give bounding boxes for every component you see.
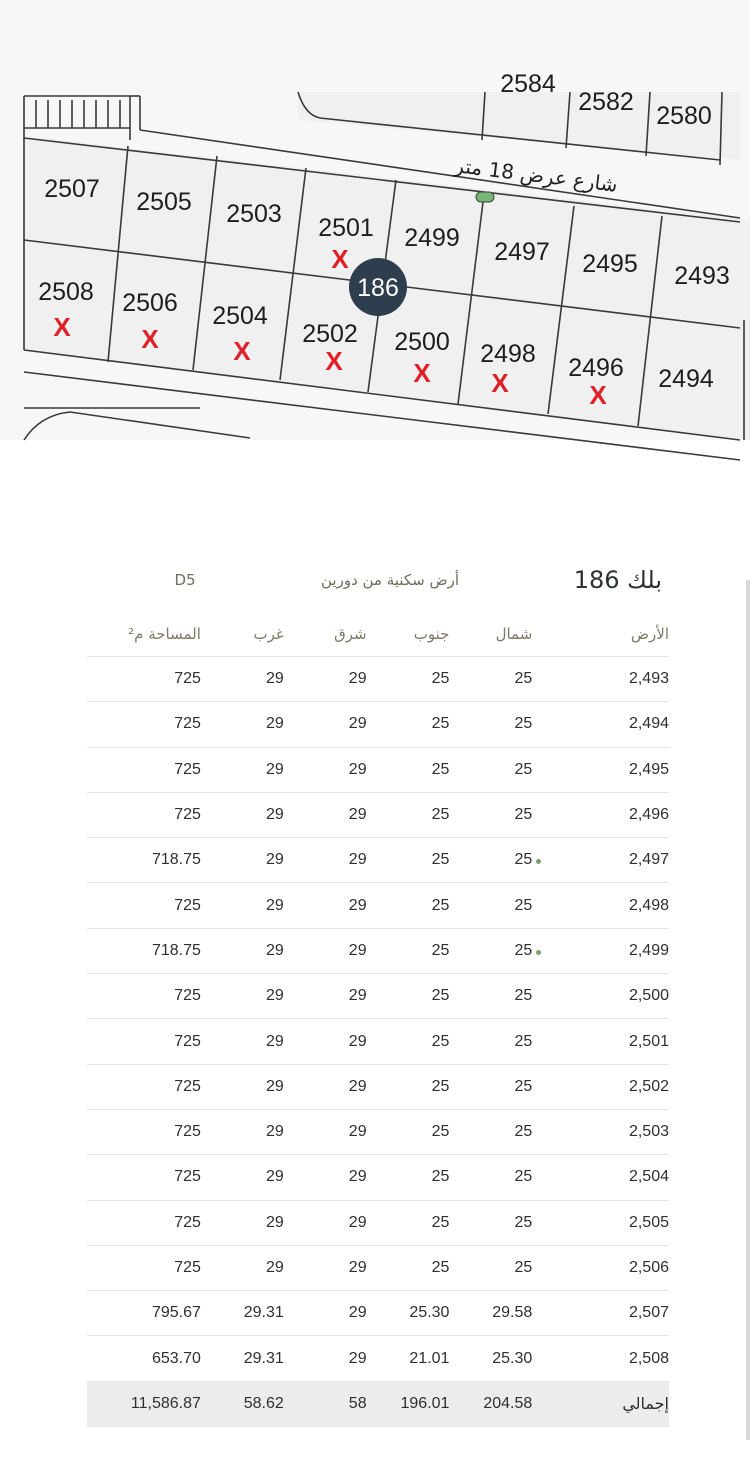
lot-label: 2507 (44, 175, 100, 203)
x-mark-icon: X (413, 358, 431, 388)
table-row (87, 747, 669, 792)
south-header: جنوب (367, 612, 450, 657)
area-cell: 725 (87, 1064, 201, 1109)
west-cell: 29 (201, 928, 284, 973)
x-mark-icon: X (589, 380, 607, 410)
north-cell: 25 (449, 1245, 532, 1290)
table-row (87, 838, 669, 883)
east-cell: 29 (284, 702, 367, 747)
table-row (87, 657, 669, 702)
table-header-row (87, 612, 669, 657)
marker-cell (532, 1064, 581, 1109)
table-row (87, 1200, 669, 1245)
area-cell: 725 (87, 974, 201, 1019)
lot-label: 2501 (318, 214, 374, 242)
east-cell: 29 (284, 974, 367, 1019)
lot-label: 2582 (578, 88, 634, 116)
table-row (87, 1245, 669, 1290)
lot-label: 2502 (302, 320, 358, 348)
lot-cell: 2,493 (581, 657, 669, 702)
lots-table-body (87, 657, 669, 1427)
table-row (87, 928, 669, 973)
south-cell: 25 (367, 1155, 450, 1200)
north-cell: 25.30 (449, 1336, 532, 1381)
lot-cell: 2,503 (581, 1109, 669, 1154)
south-cell: 21.01 (367, 1336, 450, 1381)
x-mark-icon: X (491, 368, 509, 398)
east-cell: 29 (284, 928, 367, 973)
marker-cell (532, 1291, 581, 1336)
east-cell: 29 (284, 1200, 367, 1245)
south-cell: 25 (367, 1200, 450, 1245)
marker-cell (532, 1200, 581, 1245)
area-cell: 725 (87, 702, 201, 747)
west-cell: 29 (201, 1019, 284, 1064)
west-cell: 29 (201, 1109, 284, 1154)
lot-cell: إجمالي (581, 1381, 669, 1426)
lot-label: 2494 (658, 365, 714, 393)
east-cell: 29 (284, 792, 367, 837)
lot-cell: 2,498 (581, 883, 669, 928)
north-cell: 25 (449, 747, 532, 792)
marker-cell (532, 1109, 581, 1154)
plot-map (0, 0, 750, 520)
lots-table (87, 612, 669, 1427)
south-cell: 25 (367, 883, 450, 928)
north-cell: 25 (449, 792, 532, 837)
x-mark-icon: X (141, 324, 159, 354)
lot-label: 2503 (226, 200, 282, 228)
area-cell: 725 (87, 747, 201, 792)
south-cell: 25.30 (367, 1291, 450, 1336)
lot-label: 2580 (656, 102, 712, 130)
lot-label: 2497 (494, 238, 550, 266)
table-row (87, 883, 669, 928)
south-cell: 25 (367, 974, 450, 1019)
south-cell: 25 (367, 1109, 450, 1154)
lot-header: الأرض (581, 612, 669, 657)
west-cell: 29 (201, 974, 284, 1019)
marker-cell (532, 1019, 581, 1064)
west-cell: 29 (201, 1064, 284, 1109)
lot-label: 2505 (136, 188, 192, 216)
north-cell: 29.58 (449, 1291, 532, 1336)
area-cell: 725 (87, 657, 201, 702)
area-cell: 725 (87, 1155, 201, 1200)
area-cell: 718.75 (87, 928, 201, 973)
area-cell: 725 (87, 1200, 201, 1245)
west-cell: 29.31 (201, 1336, 284, 1381)
north-cell: 25 (449, 928, 532, 973)
lot-cell: 2,500 (581, 974, 669, 1019)
north-cell: 25 (449, 1109, 532, 1154)
table-row (87, 702, 669, 747)
east-cell: 29 (284, 1291, 367, 1336)
plot-map-drawing (0, 0, 750, 520)
table-row (87, 1109, 669, 1154)
marker-cell (532, 1336, 581, 1381)
table-row (87, 792, 669, 837)
x-mark-icon: X (53, 312, 71, 342)
lot-cell: 2,507 (581, 1291, 669, 1336)
south-cell: 25 (367, 1245, 450, 1290)
east-cell: 29 (284, 1245, 367, 1290)
area-cell: 11,586.87 (87, 1381, 201, 1426)
west-cell: 29 (201, 883, 284, 928)
street-label: شارع عرض 18 متر (453, 153, 619, 197)
lot-cell: 2,495 (581, 747, 669, 792)
marker-cell (532, 1245, 581, 1290)
east-cell: 29 (284, 747, 367, 792)
table-row (87, 1064, 669, 1109)
east-cell: 29 (284, 1336, 367, 1381)
west-header: غرب (201, 612, 284, 657)
block-number-label: 186 (357, 274, 399, 302)
marker-cell (532, 702, 581, 747)
page-edge (746, 580, 750, 1440)
marker-cell (532, 838, 581, 883)
x-mark-icon: X (331, 244, 349, 274)
marker-cell (532, 928, 581, 973)
marker-cell (532, 883, 581, 928)
south-cell: 25 (367, 1064, 450, 1109)
x-mark-icon: X (325, 346, 343, 376)
lot-label: 2495 (582, 250, 638, 278)
north-cell: 25 (449, 1064, 532, 1109)
table-row (87, 974, 669, 1019)
dot-marker-icon (536, 859, 541, 864)
table-row (87, 1291, 669, 1336)
lot-label: 2504 (212, 302, 268, 330)
block-title: بلك 186 (573, 566, 662, 594)
east-cell: 29 (284, 838, 367, 883)
total-row (87, 1381, 669, 1426)
lot-cell: 2,505 (581, 1200, 669, 1245)
lot-cell: 2,506 (581, 1245, 669, 1290)
south-cell: 25 (367, 838, 450, 883)
north-cell: 25 (449, 702, 532, 747)
lot-cell: 2,497 (581, 838, 669, 883)
south-cell: 25 (367, 747, 450, 792)
north-cell: 25 (449, 1200, 532, 1245)
south-cell: 25 (367, 702, 450, 747)
area-cell: 725 (87, 1245, 201, 1290)
west-cell: 58.62 (201, 1381, 284, 1426)
table-row (87, 1155, 669, 1200)
table-row (87, 1019, 669, 1064)
north-header: شمال (449, 612, 532, 657)
area-cell: 725 (87, 1109, 201, 1154)
table-row (87, 1336, 669, 1381)
south-cell: 25 (367, 928, 450, 973)
area-cell: 718.75 (87, 838, 201, 883)
area-cell: 725 (87, 792, 201, 837)
north-cell: 25 (449, 883, 532, 928)
west-cell: 29 (201, 747, 284, 792)
west-cell: 29.31 (201, 1291, 284, 1336)
land-type-label: أرض سكنية من دورين (320, 571, 459, 589)
west-cell: 29 (201, 1200, 284, 1245)
area-cell: 725 (87, 883, 201, 928)
area-cell: 795.67 (87, 1291, 201, 1336)
marker-cell (532, 974, 581, 1019)
lot-cell: 2,502 (581, 1064, 669, 1109)
lot-label: 2584 (500, 70, 556, 98)
marker-header (532, 612, 581, 657)
area-cell: 653.70 (87, 1336, 201, 1381)
east-cell: 29 (284, 1064, 367, 1109)
north-cell: 25 (449, 1155, 532, 1200)
west-cell: 29 (201, 657, 284, 702)
x-mark-icon: X (233, 336, 251, 366)
south-cell: 196.01 (367, 1381, 450, 1426)
east-cell: 29 (284, 657, 367, 702)
lot-cell: 2,494 (581, 702, 669, 747)
south-cell: 25 (367, 792, 450, 837)
marker-cell (532, 1155, 581, 1200)
east-cell: 29 (284, 1155, 367, 1200)
lot-label: 2493 (674, 262, 730, 290)
street-marker-icon (476, 192, 494, 202)
north-cell: 25 (449, 1019, 532, 1064)
lot-label: 2500 (394, 328, 450, 356)
east-cell: 29 (284, 1019, 367, 1064)
lot-cell: 2,508 (581, 1336, 669, 1381)
lot-cell: 2,504 (581, 1155, 669, 1200)
marker-cell (532, 657, 581, 702)
lot-label: 2499 (404, 224, 460, 252)
map-bottom-band (0, 440, 750, 520)
lot-cell: 2,499 (581, 928, 669, 973)
north-cell: 204.58 (449, 1381, 532, 1426)
lot-label: 2496 (568, 354, 624, 382)
marker-cell (532, 747, 581, 792)
west-cell: 29 (201, 1155, 284, 1200)
south-cell: 25 (367, 657, 450, 702)
east-cell: 29 (284, 883, 367, 928)
north-cell: 25 (449, 657, 532, 702)
north-cell: 25 (449, 838, 532, 883)
west-cell: 29 (201, 792, 284, 837)
south-cell: 25 (367, 1019, 450, 1064)
dot-marker-icon (536, 950, 541, 955)
marker-cell (532, 792, 581, 837)
area-cell: 725 (87, 1019, 201, 1064)
area-header: المساحة م² (87, 612, 201, 657)
north-cell: 25 (449, 974, 532, 1019)
east-cell: 29 (284, 1109, 367, 1154)
lot-cell: 2,501 (581, 1019, 669, 1064)
east-cell: 58 (284, 1381, 367, 1426)
lot-label: 2508 (38, 278, 94, 306)
lot-label: 2498 (480, 340, 536, 368)
west-cell: 29 (201, 1245, 284, 1290)
lot-label: 2506 (122, 289, 178, 317)
east-header: شرق (284, 612, 367, 657)
west-cell: 29 (201, 702, 284, 747)
west-cell: 29 (201, 838, 284, 883)
marker-cell (532, 1381, 581, 1426)
lot-cell: 2,496 (581, 792, 669, 837)
zone-code-label: D5 (174, 571, 196, 589)
